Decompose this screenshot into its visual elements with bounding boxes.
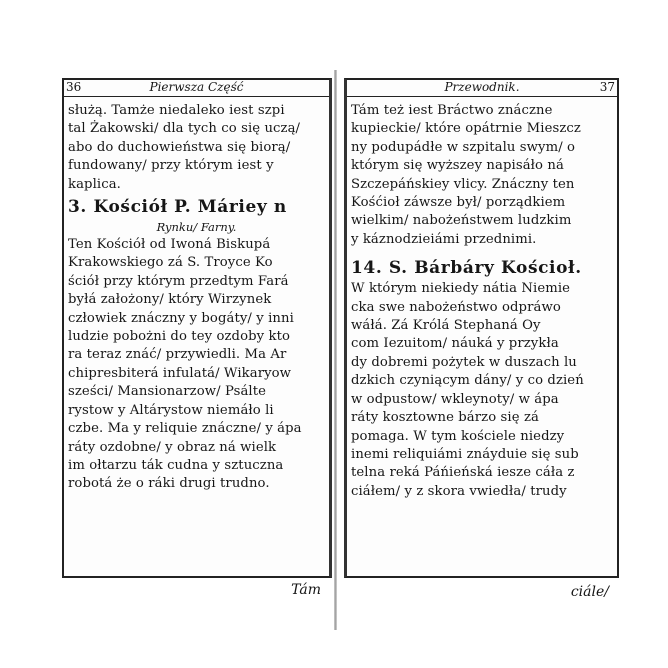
text-line: Ten Kościół od Iwoná Biskupá xyxy=(68,237,271,253)
text-line: Kośćioł záwsze był/ porządkiem xyxy=(351,195,566,211)
text-line: sześci/ Mansionarzow/ Psálte xyxy=(68,384,267,400)
left-running-title: Pierwsza Część xyxy=(149,80,244,94)
left-page xyxy=(62,78,332,598)
text-line: inemi reliquiámi znáyduie się sub xyxy=(351,446,579,462)
text-line: Krakowskiego zá S. Troyce Ko xyxy=(68,255,273,271)
book-gutter xyxy=(334,70,337,630)
text-line: pomaga. W tym kościele niedzy xyxy=(351,428,565,444)
right-running-title: Przewodnik. xyxy=(444,80,520,94)
text-line: abo do duchowieństwa się biorą/ xyxy=(68,139,291,155)
left-catchword: Tám xyxy=(291,582,321,598)
left-page-number: 36 xyxy=(66,80,82,94)
text-line: dzkich czyniącym dány/ y co dzień xyxy=(351,373,584,389)
text-line: fundowany/ przy którym iest y xyxy=(68,158,274,174)
left-running-head xyxy=(64,78,329,97)
section-subheading: Rynku/ Farny. xyxy=(156,220,237,235)
text-line: kupieckie/ które opátrnie Mieszcz xyxy=(351,121,581,137)
text-line: człowiek znáczny y bogáty/ y inni xyxy=(68,310,294,326)
text-line: ra teraz znáć/ przywiedli. Ma Ar xyxy=(68,347,287,363)
text-line: cka swe nabożeństwo odpráwo xyxy=(351,299,561,315)
section-heading: 14. S. Bárbáry Kościoł. xyxy=(351,258,582,279)
right-catchword: ciále/ xyxy=(570,584,609,600)
right-page xyxy=(344,78,619,600)
left-page-body xyxy=(68,102,325,494)
text-line: Tám też iest Bráctwo znáczne xyxy=(351,103,553,118)
text-line: com Iezuitom/ náuká y przykła xyxy=(351,336,559,352)
text-line: ciáłem/ y z skora vwiedła/ trudy xyxy=(351,483,567,499)
text-line: w odpustow/ wkleynoty/ w ápa xyxy=(351,391,559,407)
text-line: byłá założony/ który Wirzynek xyxy=(68,292,272,308)
text-line: dy dobremi pożytek w duszach lu xyxy=(351,354,577,370)
right-page-number: 37 xyxy=(599,80,615,94)
text-line: ráty ozdobne/ y obraz ná wielk xyxy=(68,439,277,455)
text-line: ludzie pobożni do tey ozdoby kto xyxy=(68,329,291,345)
text-line: robotá że o ráki drugi trudno. xyxy=(68,476,270,492)
text-line: czbe. Ma y reliquie znáczne/ y ápa xyxy=(68,421,302,437)
text-line: którym się wyższey napisáło ná xyxy=(351,158,564,174)
text-line: Szczepáńskiey vlicy. Znáczny ten xyxy=(351,176,575,192)
text-line: wielkim/ nabożeństwem ludzkim xyxy=(351,213,572,229)
text-line: ny podupádłe w szpitalu swym/ o xyxy=(351,139,576,155)
text-line: ściół przy którym przedtym Fará xyxy=(68,273,289,289)
text-line: ráty kosztowne bárzo się zá xyxy=(351,410,539,426)
text-line: y káznodzieiámi przednimi. xyxy=(351,231,537,247)
right-running-head xyxy=(347,78,617,97)
text-line: W którym niekiedy nátia Niemie xyxy=(351,281,571,297)
right-page-body xyxy=(351,102,613,501)
text-line: kaplica. xyxy=(68,176,121,192)
section-heading: 3. Kościół P. Máriey n xyxy=(68,197,287,218)
text-line: rystow y Altárystow niemáło li xyxy=(68,402,274,418)
text-line: służą. Tamże niedaleko iest szpi xyxy=(68,103,285,118)
text-line: wáłá. Zá Królá Stephaná Oy xyxy=(351,318,541,334)
text-line: chipresbiterá infulatá/ Wikaryow xyxy=(68,365,292,381)
text-line: tal Żakowski/ dla tych co się uczą/ xyxy=(68,121,301,137)
text-line: im ołtarzu ták cudna y sztuczna xyxy=(68,457,284,473)
text-line: telna reká Páńieńská iesze cáła z xyxy=(351,465,575,481)
